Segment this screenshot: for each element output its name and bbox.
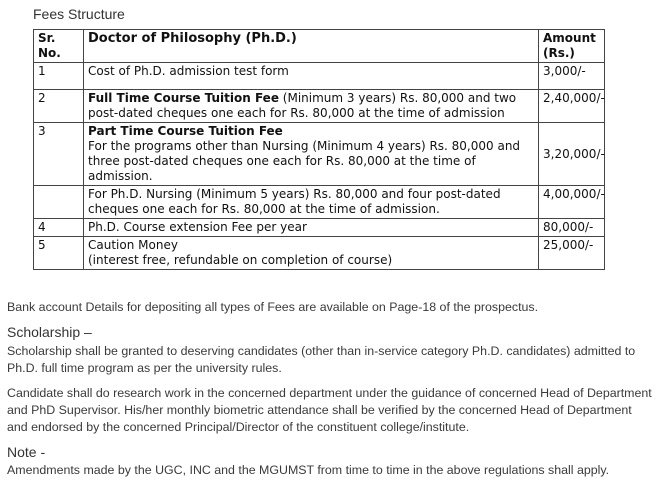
bank-account-note: Bank account Details for depositing all types of Fees are available on Page-18 of the prospectus. — [7, 300, 539, 314]
row-desc — [84, 237, 539, 270]
row-sr: 5 — [34, 237, 84, 270]
scholarship-text: Scholarship shall be granted to deserving candidates (other than in-service category Ph.D. candidates) admitted to Ph.D. full time program as per the university rules. — [7, 344, 636, 375]
row-amount-value: 3,20,000/- — [543, 146, 605, 161]
row-amount: 80,000/- — [539, 219, 605, 237]
row-sr: 1 — [34, 63, 84, 90]
fees-structure-heading: Fees Structure — [33, 6, 125, 22]
header-sr-no: Sr. No. — [34, 30, 84, 63]
row-amount: 3,000/- — [539, 63, 605, 90]
row-title: Full Time Course Tuition Fee — [88, 91, 279, 105]
table-row — [34, 90, 605, 123]
scholarship-heading: Scholarship – — [7, 324, 92, 340]
row-desc-text: Caution Money — [88, 238, 178, 252]
header-program: Doctor of Philosophy (Ph.D.) — [84, 30, 539, 63]
row-desc: For Ph.D. Nursing (Minimum 5 years) Rs. 80,000 and four post-dated cheques one each for Rs. 80,000 at the time of admission. — [84, 186, 539, 219]
fees-table — [33, 29, 605, 270]
row-sr — [34, 186, 84, 219]
row-desc-note: (interest free, refundable on completion of course) — [88, 253, 393, 267]
table-row — [34, 123, 605, 186]
row-sr: 2 — [34, 90, 84, 123]
row-sr: 3 — [34, 123, 84, 186]
note-heading: Note - — [7, 444, 46, 460]
table-row — [34, 186, 605, 219]
row-amount — [539, 123, 605, 186]
table-row — [34, 237, 605, 270]
table-row — [34, 219, 605, 237]
row-desc-text: (Minimum 3 years) Rs. 80,000 and two post-dated cheques one each for Rs. 80,000 at the time of admission — [88, 91, 517, 120]
table-row — [34, 63, 605, 90]
row-title: Part Time Course Tuition Fee — [88, 124, 283, 138]
row-desc — [84, 123, 539, 186]
row-desc-text: For the programs other than Nursing (Minimum 4 years) Rs. 80,000 and three post-dated cheques one each for Rs. 80,000 at the time of admission. — [88, 139, 521, 183]
row-amount: 25,000/- — [539, 237, 605, 270]
row-amount: 4,00,000/- — [539, 186, 605, 219]
row-desc: Ph.D. Course extension Fee per year — [84, 219, 539, 237]
research-text: Candidate shall do research work in the concerned department under the guidance of concerned Head of Department and PhD Supervisor. His/her monthly biometric attendance shall be verified by the concerned Head of Department and endorsed by the concerned Principal/Director of the constituent college/institute. — [7, 386, 652, 434]
table-header-row — [34, 30, 605, 63]
row-desc — [84, 90, 539, 123]
header-amount: Amount (Rs.) — [539, 30, 605, 63]
note-text: Amendments made by the UGC, INC and the MGUMST from time to time in the above regulations shall apply. — [7, 463, 610, 477]
row-sr: 4 — [34, 219, 84, 237]
row-desc: Cost of Ph.D. admission test form — [84, 63, 539, 90]
row-amount: 2,40,000/- — [539, 90, 605, 123]
